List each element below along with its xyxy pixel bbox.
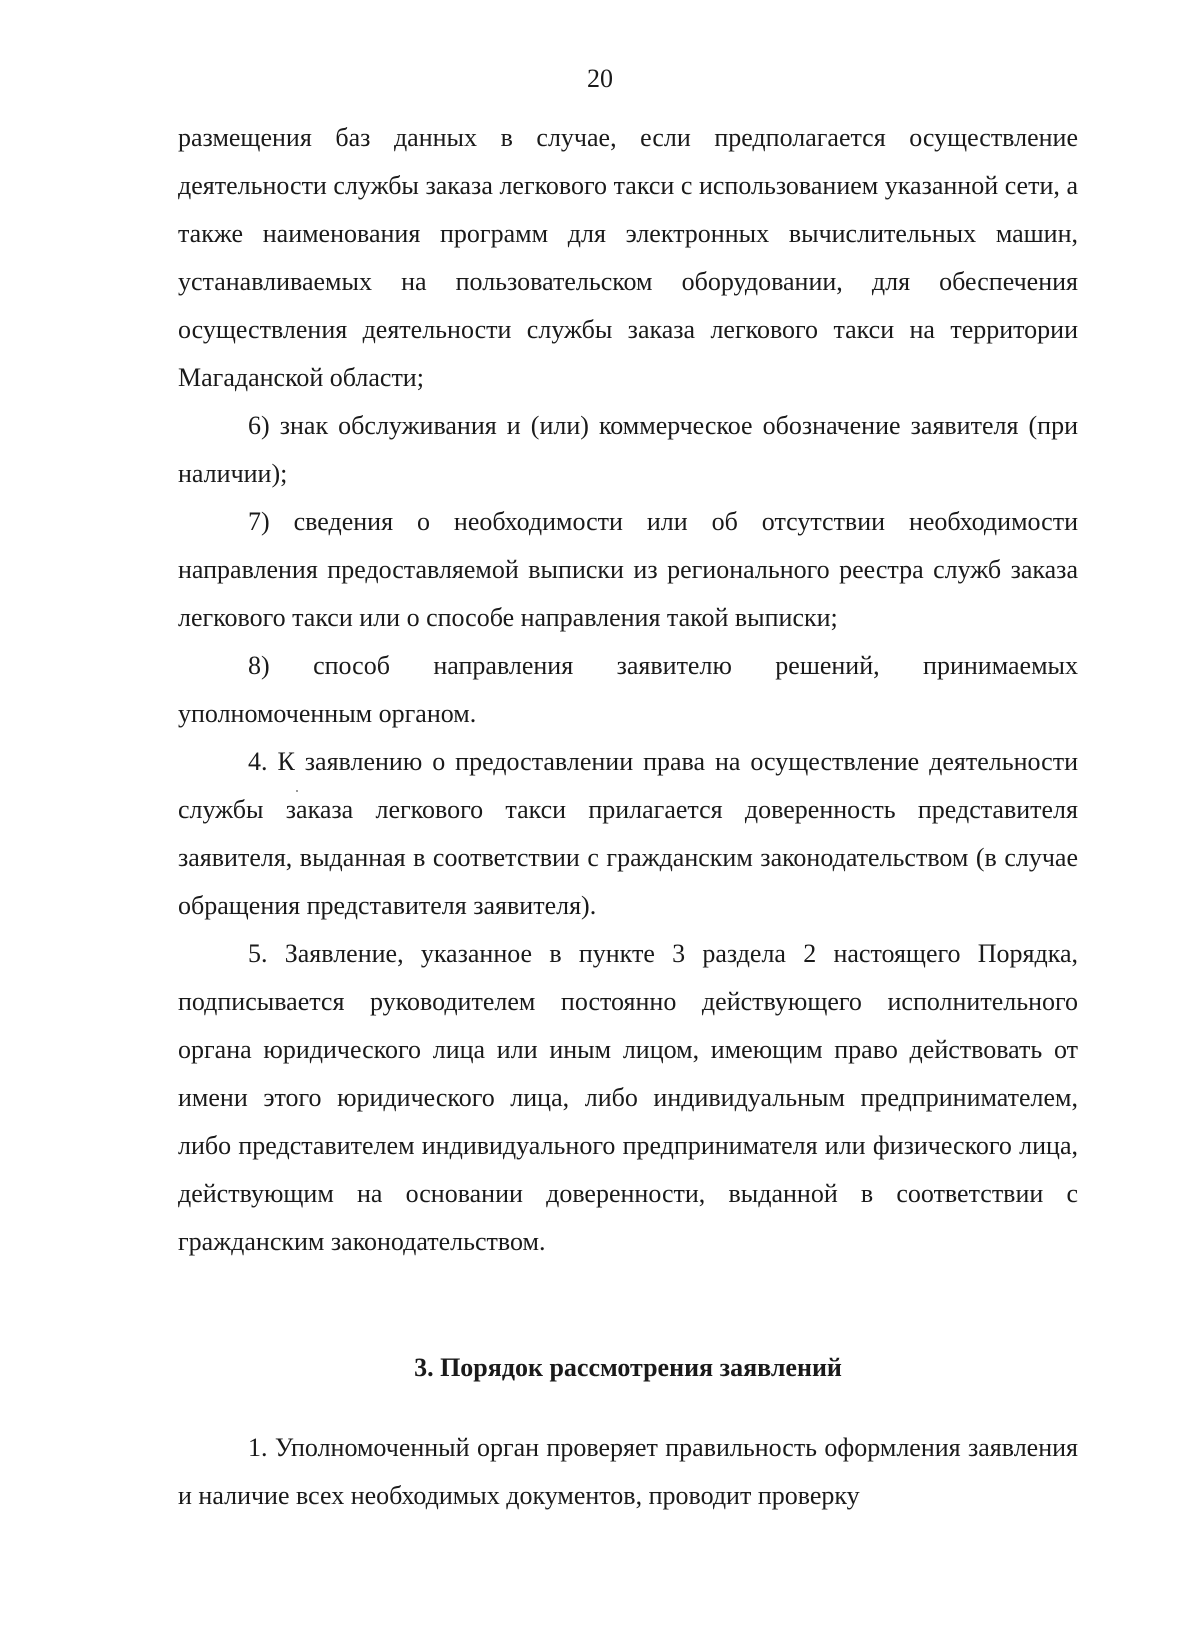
paragraph-point-5: 5. Заявление, указанное в пункте 3 раздела 2 настоящего Порядка, подписывается руководителем постоянно действующего исполнительного органа юридического лица или иным лицом, имеющим право действовать от имени этого юридического лица, либо индивидуальным предпринимателем, либо представителем индивидуального предпринимателя или физического лица, действующим на основании доверенности, выданной в соответствии с гражданским законодательством. bbox=[178, 939, 1078, 1256]
page-number: 20 bbox=[587, 64, 613, 93]
section-body bbox=[178, 1424, 1078, 1520]
paragraph-item-8: 8) способ направления заявителю решений, принимаемых уполномоченным органом. bbox=[178, 651, 1078, 728]
paragraph-item-6: 6) знак обслуживания и (или) коммерческое обозначение заявителя (при наличии); bbox=[178, 411, 1078, 488]
section-heading: 3. Порядок рассмотрения заявлений bbox=[414, 1353, 842, 1382]
document-body bbox=[178, 114, 1078, 1266]
paragraph-item-7: 7) сведения о необходимости или об отсутствии необходимости направления предоставляемой выписки из регионального реестра служб заказа легкового такси или о способе направления такой выписки; bbox=[178, 507, 1078, 632]
paragraph-point-4: 4. К заявлению о предоставлении права на осуществление деятельности службы заказа легкового такси прилагается доверенность представителя заявителя, выданная в соответствии с гражданским законодательством (в случае обращения представителя заявителя). bbox=[178, 747, 1078, 920]
section-paragraph-1: 1. Уполномоченный орган проверяет правильность оформления заявления и наличие всех необходимых документов, проводит проверку bbox=[178, 1433, 1078, 1510]
paragraph-continuation: размещения баз данных в случае, если предполагается осуществление деятельности службы заказа легкового такси с использованием указанной сети, а также наименования программ для электронных вычислительных машин, устанавливаемых на пользовательском оборудовании, для обеспечения осуществления деятельности службы заказа легкового такси на территории Магаданской области; bbox=[178, 123, 1078, 392]
scan-speck bbox=[296, 790, 298, 792]
